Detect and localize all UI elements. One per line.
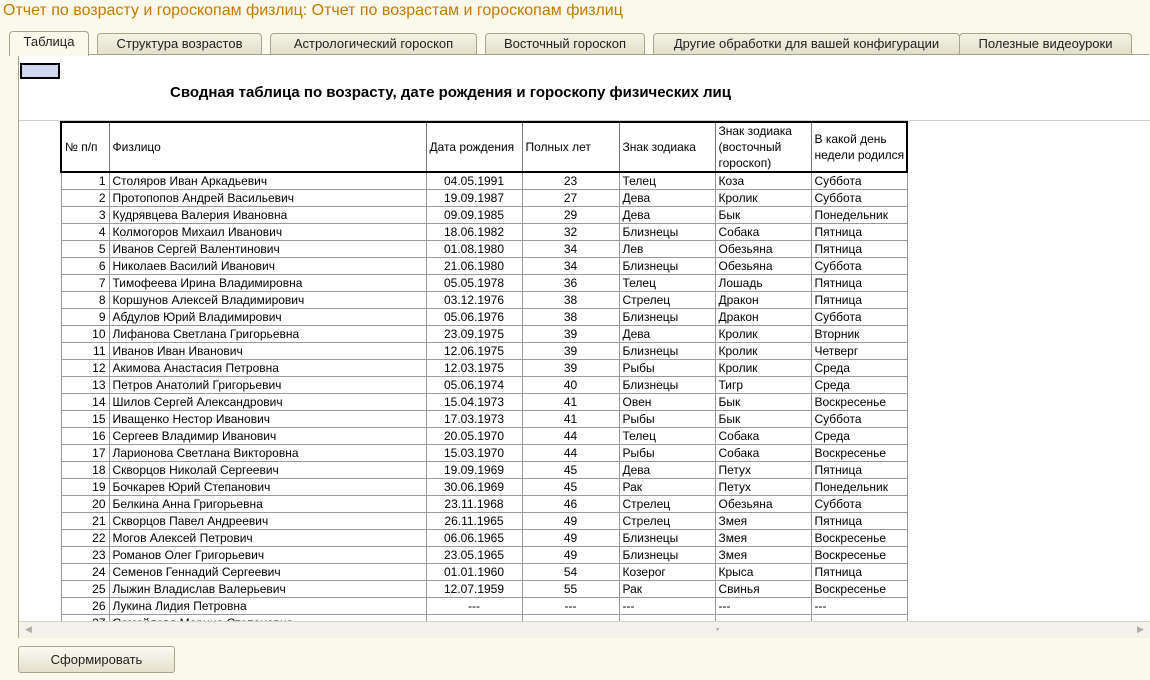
tab-video-lessons[interactable]: Полезные видеоуроки xyxy=(959,33,1132,54)
window-title: Отчет по возрасту и гороскопам физлиц: Отчет по возрастам и гороскопам физлиц xyxy=(3,2,623,19)
cell-row-number[interactable]: 4 xyxy=(61,224,109,241)
cell-row-number[interactable]: 11 xyxy=(61,343,109,360)
cell-eastern-zodiac[interactable]: Кролик xyxy=(715,360,811,377)
cell-zodiac-sign[interactable]: Козерог xyxy=(619,564,715,581)
tab-bar xyxy=(9,31,1149,55)
cell-weekday[interactable]: Среда xyxy=(811,360,907,377)
table-row[interactable] xyxy=(61,411,907,428)
cell-eastern-zodiac[interactable]: Собака xyxy=(715,428,811,445)
cell-zodiac-sign[interactable]: Рыбы xyxy=(619,445,715,462)
cell-full-years[interactable]: 49 xyxy=(522,530,619,547)
cell-eastern-zodiac[interactable]: Кролик xyxy=(715,190,811,207)
cell-full-years[interactable]: 49 xyxy=(522,547,619,564)
cell-person-name[interactable]: Тимофеева Ирина Владимировна xyxy=(109,275,426,292)
column-header-weekday: В какой день недели родился xyxy=(811,122,907,172)
table-row[interactable] xyxy=(61,258,907,275)
cell-row-number[interactable]: 18 xyxy=(61,462,109,479)
cell-full-years[interactable]: 44 xyxy=(522,428,619,445)
cell-weekday[interactable]: Пятница xyxy=(811,462,907,479)
table-header-row xyxy=(61,122,907,172)
cell-eastern-zodiac[interactable]: Дракон xyxy=(715,309,811,326)
cell-eastern-zodiac[interactable]: Кролик xyxy=(715,326,811,343)
column-header-number: № п/п xyxy=(61,122,109,172)
table-row[interactable] xyxy=(61,343,907,360)
cell-birth-date[interactable]: 20.05.1970 xyxy=(426,428,522,445)
cell-eastern-zodiac[interactable]: --- xyxy=(715,598,811,615)
cell-zodiac-sign[interactable]: Дева xyxy=(619,190,715,207)
cell-eastern-zodiac[interactable]: Змея xyxy=(715,547,811,564)
scroll-left-arrow-icon[interactable]: ◀ xyxy=(25,624,32,634)
table-row[interactable] xyxy=(61,275,907,292)
cell-full-years[interactable]: 54 xyxy=(522,564,619,581)
cell-eastern-zodiac[interactable]: Кролик xyxy=(715,343,811,360)
cell-weekday[interactable]: Суббота xyxy=(811,496,907,513)
tab-other-processing[interactable]: Другие обработки для вашей конфигурации xyxy=(653,33,960,54)
cell-full-years[interactable]: 45 xyxy=(522,479,619,496)
cell-eastern-zodiac[interactable]: Змея xyxy=(715,530,811,547)
column-header-zodiac: Знак зодиака xyxy=(619,122,715,172)
cell-full-years[interactable]: 44 xyxy=(522,445,619,462)
cell-person-name[interactable]: Лифанова Светлана Григорьевна xyxy=(109,326,426,343)
table-row[interactable] xyxy=(61,428,907,445)
cell-person-name[interactable]: Кудрявцева Валерия Ивановна xyxy=(109,207,426,224)
cell-zodiac-sign[interactable]: Дева xyxy=(619,207,715,224)
cell-full-years[interactable]: 34 xyxy=(522,241,619,258)
cell-row-number[interactable]: 23 xyxy=(61,547,109,564)
cell-row-number[interactable]: 25 xyxy=(61,581,109,598)
table-row[interactable] xyxy=(61,224,907,241)
cell-person-name[interactable]: Николаев Василий Иванович xyxy=(109,258,426,275)
cell-zodiac-sign[interactable]: Дева xyxy=(619,326,715,343)
cell-person-name[interactable]: Протопопов Андрей Васильевич xyxy=(109,190,426,207)
cell-birth-date[interactable]: 09.09.1985 xyxy=(426,207,522,224)
report-table xyxy=(60,121,908,632)
cell-weekday[interactable]: Среда xyxy=(811,428,907,445)
cell-zodiac-sign[interactable]: Стрелец xyxy=(619,496,715,513)
cell-person-name[interactable]: Иванов Сергей Валентинович xyxy=(109,241,426,258)
cell-full-years[interactable]: 39 xyxy=(522,326,619,343)
cell-row-number[interactable]: 16 xyxy=(61,428,109,445)
cell-row-number[interactable]: 7 xyxy=(61,275,109,292)
cell-birth-date[interactable]: 23.09.1975 xyxy=(426,326,522,343)
cell-row-number[interactable]: 12 xyxy=(61,360,109,377)
cell-weekday[interactable]: Воскресенье xyxy=(811,547,907,564)
cell-zodiac-sign[interactable]: Рак xyxy=(619,581,715,598)
cell-person-name[interactable]: Романов Олег Григорьевич xyxy=(109,547,426,564)
cell-row-number[interactable]: 22 xyxy=(61,530,109,547)
column-header-birth-date: Дата рождения xyxy=(426,122,522,172)
cell-birth-date[interactable]: 15.04.1973 xyxy=(426,394,522,411)
cell-eastern-zodiac[interactable]: Крыса xyxy=(715,564,811,581)
cell-birth-date[interactable]: 26.11.1965 xyxy=(426,513,522,530)
cell-person-name[interactable]: Колмогоров Михаил Иванович xyxy=(109,224,426,241)
cell-full-years[interactable]: 29 xyxy=(522,207,619,224)
table-row[interactable] xyxy=(61,394,907,411)
table-row[interactable] xyxy=(61,547,907,564)
cell-row-number[interactable]: 13 xyxy=(61,377,109,394)
cell-row-number[interactable]: 3 xyxy=(61,207,109,224)
table-row[interactable] xyxy=(61,479,907,496)
cell-zodiac-sign[interactable]: --- xyxy=(619,598,715,615)
table-row[interactable] xyxy=(61,462,907,479)
table-row[interactable] xyxy=(61,172,907,190)
cell-weekday[interactable]: Понедельник xyxy=(811,479,907,496)
cell-eastern-zodiac[interactable]: Обезьяна xyxy=(715,258,811,275)
cell-weekday[interactable]: Суббота xyxy=(811,172,907,190)
cell-birth-date[interactable]: 23.11.1968 xyxy=(426,496,522,513)
cell-birth-date[interactable]: 21.06.1980 xyxy=(426,258,522,275)
cell-full-years[interactable]: --- xyxy=(522,598,619,615)
cell-weekday[interactable]: Суббота xyxy=(811,411,907,428)
cell-zodiac-sign[interactable]: Овен xyxy=(619,394,715,411)
cell-birth-date[interactable]: 05.06.1976 xyxy=(426,309,522,326)
cell-row-number[interactable]: 24 xyxy=(61,564,109,581)
cell-row-number[interactable]: 26 xyxy=(61,598,109,615)
tab-astrological-horoscope[interactable]: Астрологический гороскоп xyxy=(270,33,477,54)
horizontal-scrollbar[interactable] xyxy=(19,621,1150,638)
table-row[interactable] xyxy=(61,292,907,309)
cell-zodiac-sign[interactable]: Стрелец xyxy=(619,292,715,309)
cell-zodiac-sign[interactable]: Близнецы xyxy=(619,547,715,564)
cell-full-years[interactable]: 34 xyxy=(522,258,619,275)
cell-birth-date[interactable]: 05.05.1978 xyxy=(426,275,522,292)
tab-table[interactable]: Таблица xyxy=(9,31,89,56)
cell-birth-date[interactable]: 05.06.1974 xyxy=(426,377,522,394)
cell-birth-date[interactable]: 01.01.1960 xyxy=(426,564,522,581)
cell-weekday[interactable]: Воскресенье xyxy=(811,581,907,598)
cell-row-number[interactable]: 10 xyxy=(61,326,109,343)
cell-row-number[interactable]: 20 xyxy=(61,496,109,513)
cell-eastern-zodiac[interactable]: Бык xyxy=(715,411,811,428)
cell-weekday[interactable]: Среда xyxy=(811,377,907,394)
cell-eastern-zodiac[interactable]: Петух xyxy=(715,479,811,496)
cell-person-name[interactable]: Лыжин Владислав Валерьевич xyxy=(109,581,426,598)
table-row[interactable] xyxy=(61,530,907,547)
table-row[interactable] xyxy=(61,564,907,581)
cell-full-years[interactable]: 39 xyxy=(522,343,619,360)
cell-row-number[interactable]: 19 xyxy=(61,479,109,496)
cell-person-name[interactable]: Семенов Геннадий Сергеевич xyxy=(109,564,426,581)
cell-zodiac-sign[interactable]: Телец xyxy=(619,172,715,190)
cell-full-years[interactable]: 38 xyxy=(522,292,619,309)
cell-person-name[interactable]: Петров Анатолий Григорьевич xyxy=(109,377,426,394)
cell-person-name[interactable]: Иващенко Нестор Иванович xyxy=(109,411,426,428)
table-row[interactable] xyxy=(61,309,907,326)
cell-row-number[interactable]: 17 xyxy=(61,445,109,462)
cell-full-years[interactable]: 27 xyxy=(522,190,619,207)
report-title: Сводная таблица по возрасту, дате рождения и гороскопу физических лиц xyxy=(170,84,731,101)
cell-birth-date[interactable]: 12.07.1959 xyxy=(426,581,522,598)
cell-birth-date[interactable]: 30.06.1969 xyxy=(426,479,522,496)
cell-eastern-zodiac[interactable]: Петух xyxy=(715,462,811,479)
tab-age-structure[interactable]: Структура возрастов xyxy=(97,33,262,54)
cell-eastern-zodiac[interactable]: Дракон xyxy=(715,292,811,309)
cell-weekday[interactable]: Пятница xyxy=(811,564,907,581)
scroll-grip-icon[interactable]: ▪ xyxy=(716,624,720,634)
table-row[interactable] xyxy=(61,445,907,462)
cell-full-years[interactable]: 41 xyxy=(522,411,619,428)
cell-eastern-zodiac[interactable]: Коза xyxy=(715,172,811,190)
cell-row-number[interactable]: 8 xyxy=(61,292,109,309)
cell-eastern-zodiac[interactable]: Собака xyxy=(715,445,811,462)
cell-weekday[interactable]: Пятница xyxy=(811,275,907,292)
tab-eastern-horoscope[interactable]: Восточный гороскоп xyxy=(485,33,645,54)
cell-birth-date[interactable]: 18.06.1982 xyxy=(426,224,522,241)
cell-eastern-zodiac[interactable]: Свинья xyxy=(715,581,811,598)
cell-zodiac-sign[interactable]: Близнецы xyxy=(619,258,715,275)
cell-eastern-zodiac[interactable]: Бык xyxy=(715,207,811,224)
cell-birth-date[interactable]: 23.05.1965 xyxy=(426,547,522,564)
table-row[interactable] xyxy=(61,207,907,224)
table-row[interactable] xyxy=(61,360,907,377)
cell-weekday[interactable]: Пятница xyxy=(811,513,907,530)
cell-person-name[interactable]: Абдулов Юрий Владимирович xyxy=(109,309,426,326)
generate-button[interactable]: Сформировать xyxy=(18,646,175,673)
cell-person-name[interactable]: Коршунов Алексей Владимирович xyxy=(109,292,426,309)
cell-full-years[interactable]: 55 xyxy=(522,581,619,598)
cell-eastern-zodiac[interactable]: Собака xyxy=(715,224,811,241)
cell-person-name[interactable]: Белкина Анна Григорьевна xyxy=(109,496,426,513)
cell-weekday[interactable]: --- xyxy=(811,598,907,615)
cell-full-years[interactable]: 40 xyxy=(522,377,619,394)
cell-person-name[interactable]: Скворцов Николай Сергеевич xyxy=(109,462,426,479)
cell-weekday[interactable]: Воскресенье xyxy=(811,394,907,411)
report-panel xyxy=(18,54,1149,638)
cell-zodiac-sign[interactable]: Стрелец xyxy=(619,513,715,530)
cell-birth-date[interactable]: 01.08.1980 xyxy=(426,241,522,258)
cell-weekday[interactable]: Суббота xyxy=(811,309,907,326)
cell-row-number[interactable]: 1 xyxy=(61,172,109,190)
column-header-eastern-zodiac: Знак зодиака (восточный гороскоп) xyxy=(715,122,811,172)
scroll-right-arrow-icon[interactable]: ▶ xyxy=(1137,624,1144,634)
cell-person-name[interactable]: Столяров Иван Аркадьевич xyxy=(109,172,426,190)
cell-birth-date[interactable]: 19.09.1987 xyxy=(426,190,522,207)
cell-row-number[interactable]: 14 xyxy=(61,394,109,411)
cell-full-years[interactable]: 23 xyxy=(522,172,619,190)
cell-person-name[interactable]: Скворцов Павел Андреевич xyxy=(109,513,426,530)
cell-weekday[interactable]: Воскресенье xyxy=(811,530,907,547)
cell-birth-date[interactable]: --- xyxy=(426,598,522,615)
cell-zodiac-sign[interactable]: Телец xyxy=(619,275,715,292)
cell-row-number[interactable]: 2 xyxy=(61,190,109,207)
column-header-person: Физлицо xyxy=(109,122,426,172)
cell-person-name[interactable]: Иванов Иван Иванович xyxy=(109,343,426,360)
cell-full-years[interactable]: 45 xyxy=(522,462,619,479)
cell-zodiac-sign[interactable]: Дева xyxy=(619,462,715,479)
cell-eastern-zodiac[interactable]: Бык xyxy=(715,394,811,411)
table-row[interactable] xyxy=(61,496,907,513)
cell-zodiac-sign[interactable]: Близнецы xyxy=(619,224,715,241)
cell-full-years[interactable]: 32 xyxy=(522,224,619,241)
cell-row-number[interactable]: 6 xyxy=(61,258,109,275)
table-row[interactable] xyxy=(61,377,907,394)
cell-weekday[interactable]: Суббота xyxy=(811,190,907,207)
cell-eastern-zodiac[interactable]: Лошадь xyxy=(715,275,811,292)
cell-birth-date[interactable]: 06.06.1965 xyxy=(426,530,522,547)
cell-zodiac-sign[interactable]: Лев xyxy=(619,241,715,258)
cell-weekday[interactable]: Воскресенье xyxy=(811,445,907,462)
cell-row-number[interactable]: 5 xyxy=(61,241,109,258)
cell-weekday[interactable]: Пятница xyxy=(811,292,907,309)
cell-weekday[interactable]: Пятница xyxy=(811,241,907,258)
table-row[interactable] xyxy=(61,326,907,343)
cell-zodiac-sign[interactable]: Близнецы xyxy=(619,377,715,394)
cell-eastern-zodiac[interactable]: Обезьяна xyxy=(715,241,811,258)
cell-weekday[interactable]: Вторник xyxy=(811,326,907,343)
cell-eastern-zodiac[interactable]: Обезьяна xyxy=(715,496,811,513)
column-header-full-years: Полных лет xyxy=(522,122,619,172)
cell-birth-date[interactable]: 19.09.1969 xyxy=(426,462,522,479)
cell-person-name[interactable]: Бочкарев Юрий Степанович xyxy=(109,479,426,496)
table-row[interactable] xyxy=(61,241,907,258)
cell-full-years[interactable]: 39 xyxy=(522,360,619,377)
cell-zodiac-sign[interactable]: Близнецы xyxy=(619,530,715,547)
cell-row-number[interactable]: 15 xyxy=(61,411,109,428)
cell-full-years[interactable]: 41 xyxy=(522,394,619,411)
cell-person-name[interactable]: Могов Алексей Петрович xyxy=(109,530,426,547)
active-cell[interactable] xyxy=(20,63,60,79)
table-row[interactable] xyxy=(61,598,907,615)
cell-zodiac-sign[interactable]: Рыбы xyxy=(619,360,715,377)
cell-person-name[interactable]: Ларионова Светлана Викторовна xyxy=(109,445,426,462)
cell-eastern-zodiac[interactable]: Змея xyxy=(715,513,811,530)
cell-zodiac-sign[interactable]: Рыбы xyxy=(619,411,715,428)
cell-person-name[interactable]: Акимова Анастасия Петровна xyxy=(109,360,426,377)
cell-person-name[interactable]: Лукина Лидия Петровна xyxy=(109,598,426,615)
cell-full-years[interactable]: 49 xyxy=(522,513,619,530)
cell-person-name[interactable]: Шилов Сергей Александрович xyxy=(109,394,426,411)
cell-person-name[interactable]: Сергеев Владимир Иванович xyxy=(109,428,426,445)
cell-birth-date[interactable]: 03.12.1976 xyxy=(426,292,522,309)
cell-zodiac-sign[interactable]: Телец xyxy=(619,428,715,445)
cell-weekday[interactable]: Пятница xyxy=(811,224,907,241)
report-table-area[interactable] xyxy=(19,121,1150,621)
cell-full-years[interactable]: 46 xyxy=(522,496,619,513)
cell-eastern-zodiac[interactable]: Тигр xyxy=(715,377,811,394)
cell-birth-date[interactable]: 15.03.1970 xyxy=(426,445,522,462)
cell-full-years[interactable]: 36 xyxy=(522,275,619,292)
cell-zodiac-sign[interactable]: Близнецы xyxy=(619,343,715,360)
cell-weekday[interactable]: Понедельник xyxy=(811,207,907,224)
cell-weekday[interactable]: Четверг xyxy=(811,343,907,360)
table-row[interactable] xyxy=(61,190,907,207)
cell-zodiac-sign[interactable]: Близнецы xyxy=(619,309,715,326)
cell-zodiac-sign[interactable]: Рак xyxy=(619,479,715,496)
cell-full-years[interactable]: 38 xyxy=(522,309,619,326)
cell-birth-date[interactable]: 12.06.1975 xyxy=(426,343,522,360)
cell-birth-date[interactable]: 12.03.1975 xyxy=(426,360,522,377)
cell-row-number[interactable]: 9 xyxy=(61,309,109,326)
cell-weekday[interactable]: Суббота xyxy=(811,258,907,275)
cell-birth-date[interactable]: 04.05.1991 xyxy=(426,172,522,190)
table-row[interactable] xyxy=(61,581,907,598)
cell-row-number[interactable]: 21 xyxy=(61,513,109,530)
cell-birth-date[interactable]: 17.03.1973 xyxy=(426,411,522,428)
table-row[interactable] xyxy=(61,513,907,530)
